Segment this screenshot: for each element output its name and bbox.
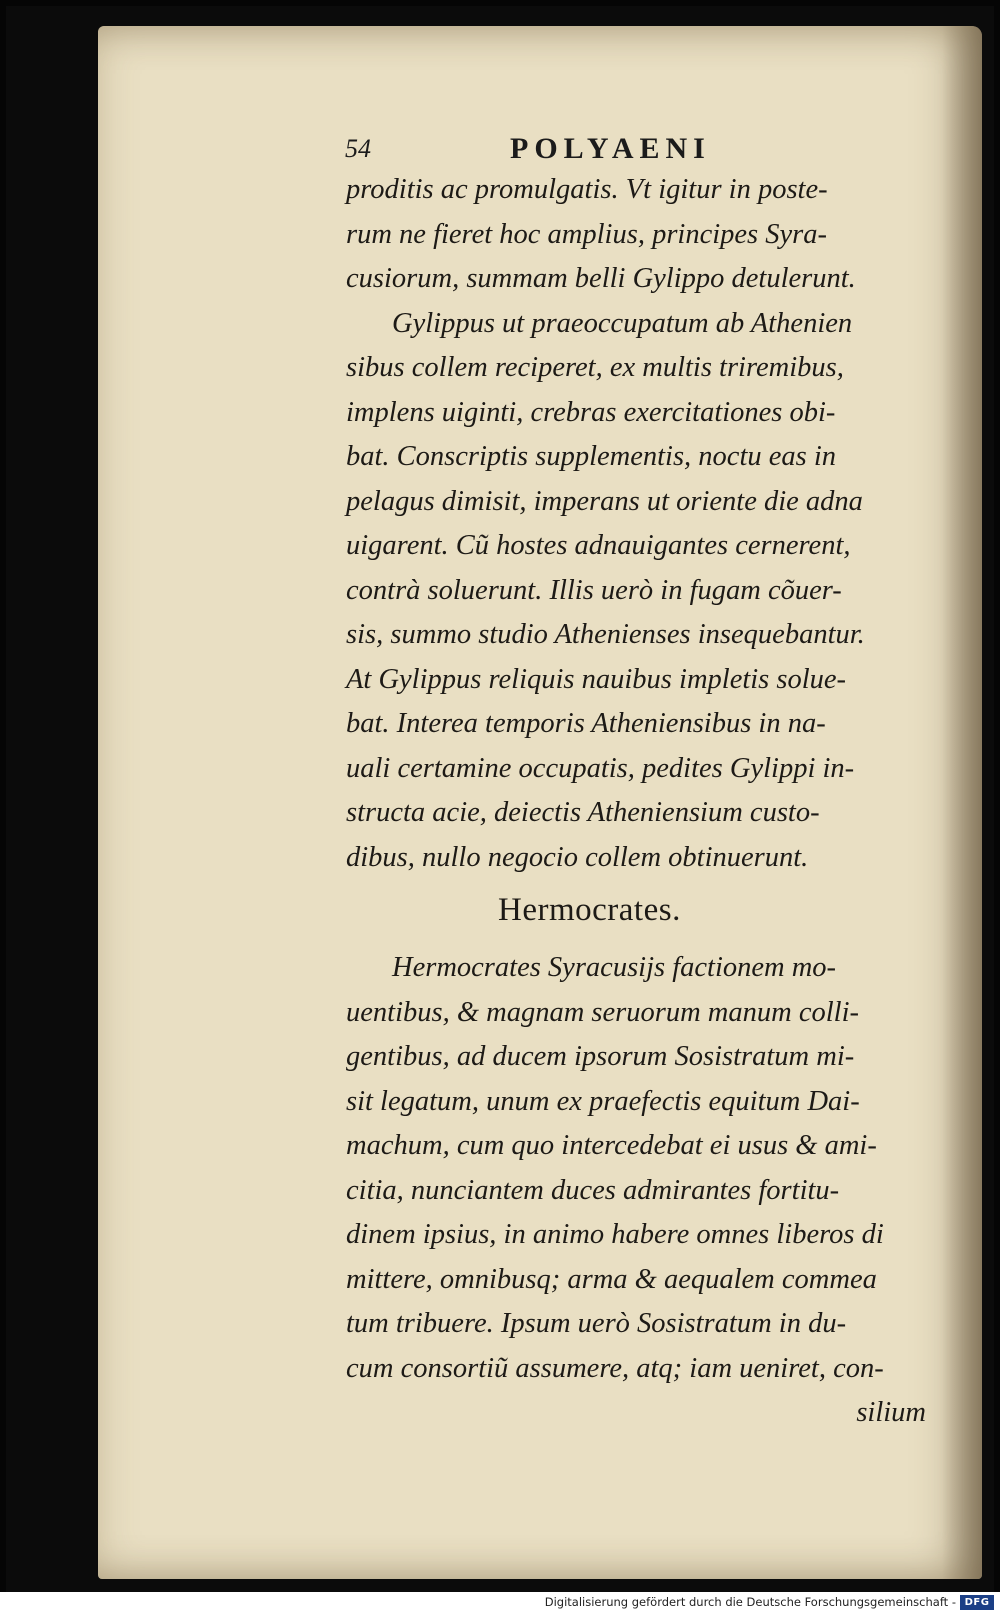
text-line: cusiorum, summam belli Gylippo detulerunt. — [346, 263, 856, 294]
text-line: uentibus, & magnam seruorum manum colli- — [346, 996, 859, 1028]
text-line: bat. Conscriptis supplementis, noctu eas in — [346, 441, 837, 472]
text-line: implens uiginti, crebras exercitationes obi- — [346, 396, 836, 428]
page-header — [345, 130, 765, 170]
text-line: uigarent. Cũ hostes adnauigantes cernerent, — [346, 530, 851, 561]
text-line: dibus, nullo negocio collem obtinuerunt. — [346, 841, 809, 873]
text-line: cum consortiũ assumere, atq; iam ueniret, con- — [346, 1352, 884, 1384]
text-line: bat. Interea temporis Atheniensibus in na- — [346, 708, 826, 739]
section-heading: Hermocrates. — [498, 892, 681, 928]
page-number: 54 — [345, 134, 371, 163]
text-line: citia, nunciantem duces admirantes fortitu- — [346, 1174, 840, 1206]
body-text — [346, 168, 936, 1436]
text-line: mittere, omnibusq; arma & aequalem commea — [346, 1263, 877, 1295]
dfg-logo-icon: DFG — [960, 1595, 994, 1610]
text-line: structa acie, deiectis Atheniensium custo- — [346, 797, 820, 828]
footer-bar — [0, 1592, 1000, 1613]
text-line: rum ne fieret hoc amplius, principes Syra- — [346, 218, 827, 250]
text-line: sis, summo studio Athenienses insequebantur. — [346, 619, 865, 650]
text-line: sit legatum, unum ex praefectis equitum Dai- — [346, 1085, 860, 1117]
text-line: machum, cum quo intercedebat ei usus & ami- — [346, 1130, 877, 1161]
text-line: dinem ipsius, in animo habere omnes liberos di — [346, 1219, 884, 1250]
text-line: tum tribuere. Ipsum uerò Sosistratum in du- — [346, 1308, 847, 1339]
text-line: Gylippus ut praeoccupatum ab Athenien — [392, 307, 853, 339]
text-line: uali certamine occupatis, pedites Gylippi in- — [346, 752, 855, 784]
funding-credit: Digitalisierung gefördert durch die Deutsche Forschungsgemeinschaft - — [544, 1595, 956, 1609]
text-line: contrà soluerunt. Illis uerò in fugam cõuer- — [346, 574, 842, 606]
text-line: gentibus, ad ducem ipsorum Sosistratum mi- — [346, 1041, 855, 1072]
text-line: Hermocrates Syracusijs factionem mo- — [392, 952, 837, 983]
text-line: sibus collem reciperet, ex multis triremibus, — [346, 352, 844, 383]
running-title: POLYAENI — [510, 132, 711, 165]
text-line: pelagus dimisit, imperans ut oriente die adna — [346, 485, 863, 517]
text-line: proditis ac promulgatis. Vt igitur in poste- — [346, 174, 828, 205]
text-line: At Gylippus reliquis nauibus impletis solue- — [346, 663, 847, 695]
catchword: silium — [856, 1397, 926, 1428]
